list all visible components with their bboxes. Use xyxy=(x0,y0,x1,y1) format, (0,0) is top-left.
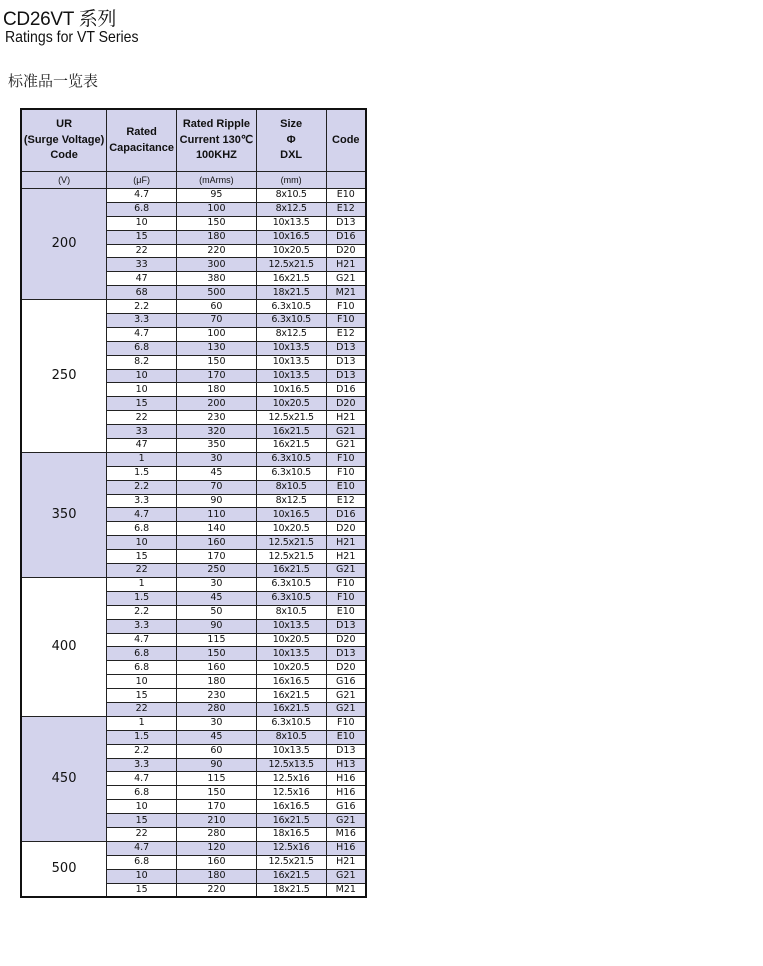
ripple-current-cell: 60 xyxy=(177,744,257,758)
size-cell: 10x16.5 xyxy=(256,508,326,522)
code-cell: G21 xyxy=(326,689,366,703)
code-cell: E10 xyxy=(326,730,366,744)
table-row xyxy=(21,300,366,314)
column-header-line: UR xyxy=(56,118,73,131)
size-cell: 12.5x21.5 xyxy=(256,411,326,425)
column-header-capacitance xyxy=(107,109,177,172)
capacitance-cell: 1.5 xyxy=(107,730,177,744)
ripple-current-cell: 180 xyxy=(177,675,257,689)
capacitance-cell: 22 xyxy=(107,564,177,578)
code-cell: D20 xyxy=(326,522,366,536)
voltage-group-cell: 400 xyxy=(21,577,107,716)
size-cell: 10x20.5 xyxy=(256,633,326,647)
capacitance-cell: 22 xyxy=(107,702,177,716)
capacitance-cell: 3.3 xyxy=(107,619,177,633)
ripple-current-cell: 380 xyxy=(177,272,257,286)
column-header-line: Rated Ripple xyxy=(182,118,251,131)
ripple-current-cell: 210 xyxy=(177,814,257,828)
capacitance-cell: 15 xyxy=(107,689,177,703)
ripple-current-cell: 180 xyxy=(177,869,257,883)
size-cell: 12.5x21.5 xyxy=(256,855,326,869)
column-header-voltage xyxy=(21,109,107,172)
code-cell: E12 xyxy=(326,202,366,216)
size-cell: 16x21.5 xyxy=(256,869,326,883)
size-cell: 6.3x10.5 xyxy=(256,591,326,605)
code-cell: G16 xyxy=(326,800,366,814)
code-cell: E12 xyxy=(326,494,366,508)
column-header-line: 100KHZ xyxy=(195,149,237,162)
size-cell: 12.5x16 xyxy=(256,786,326,800)
size-cell: 6.3x10.5 xyxy=(256,716,326,730)
code-cell: D20 xyxy=(326,244,366,258)
code-cell: G21 xyxy=(326,425,366,439)
voltage-group-cell: 500 xyxy=(21,841,107,897)
capacitance-cell: 15 xyxy=(107,550,177,564)
ripple-current-cell: 280 xyxy=(177,702,257,716)
code-cell: H21 xyxy=(326,536,366,550)
section-title: 标准品一览表 xyxy=(8,72,99,90)
size-cell: 6.3x10.5 xyxy=(256,466,326,480)
table-body xyxy=(21,189,366,898)
column-header-line: Rated xyxy=(126,126,157,138)
ripple-current-cell: 180 xyxy=(177,383,257,397)
ripple-current-cell: 95 xyxy=(177,189,257,203)
capacitance-cell: 8.2 xyxy=(107,355,177,369)
code-cell: D13 xyxy=(326,369,366,383)
capacitance-cell: 10 xyxy=(107,383,177,397)
ripple-current-cell: 130 xyxy=(177,341,257,355)
capacitance-cell: 4.7 xyxy=(107,841,177,855)
size-cell: 16x21.5 xyxy=(256,689,326,703)
capacitance-cell: 2.2 xyxy=(107,744,177,758)
ripple-current-cell: 30 xyxy=(177,716,257,730)
size-cell: 6.3x10.5 xyxy=(256,452,326,466)
ripple-current-cell: 170 xyxy=(177,369,257,383)
ripple-current-cell: 500 xyxy=(177,286,257,300)
ripple-current-cell: 160 xyxy=(177,536,257,550)
units-row xyxy=(21,172,366,189)
size-cell: 18x21.5 xyxy=(256,286,326,300)
code-cell: D13 xyxy=(326,744,366,758)
size-cell: 10x13.5 xyxy=(256,341,326,355)
capacitance-cell: 3.3 xyxy=(107,314,177,328)
capacitance-cell: 6.8 xyxy=(107,647,177,661)
code-cell: F10 xyxy=(326,591,366,605)
capacitance-cell: 6.8 xyxy=(107,522,177,536)
size-cell: 10x16.5 xyxy=(256,383,326,397)
size-cell: 18x16.5 xyxy=(256,827,326,841)
code-cell: D13 xyxy=(326,355,366,369)
size-cell: 6.3x10.5 xyxy=(256,300,326,314)
code-cell: F10 xyxy=(326,466,366,480)
ripple-current-cell: 150 xyxy=(177,355,257,369)
ripple-current-cell: 70 xyxy=(177,480,257,494)
capacitance-cell: 6.8 xyxy=(107,855,177,869)
table-row xyxy=(21,577,366,591)
capacitance-cell: 1.5 xyxy=(107,591,177,605)
code-cell: H16 xyxy=(326,772,366,786)
column-header-line: Capacitance xyxy=(109,141,175,154)
code-cell: H13 xyxy=(326,758,366,772)
table-row xyxy=(21,452,366,466)
capacitance-cell: 15 xyxy=(107,883,177,897)
voltage-group-cell: 250 xyxy=(21,300,107,453)
code-cell: D13 xyxy=(326,619,366,633)
capacitance-cell: 2.2 xyxy=(107,480,177,494)
size-cell: 8x10.5 xyxy=(256,730,326,744)
code-cell: D13 xyxy=(326,647,366,661)
ripple-current-cell: 100 xyxy=(177,202,257,216)
column-header-size xyxy=(256,109,326,172)
ripple-current-cell: 300 xyxy=(177,258,257,272)
code-cell: D20 xyxy=(326,633,366,647)
size-cell: 10x13.5 xyxy=(256,744,326,758)
size-cell: 12.5x21.5 xyxy=(256,536,326,550)
capacitance-cell: 33 xyxy=(107,425,177,439)
size-cell: 6.3x10.5 xyxy=(256,577,326,591)
ripple-current-cell: 115 xyxy=(177,633,257,647)
size-cell: 10x13.5 xyxy=(256,216,326,230)
ripple-current-cell: 100 xyxy=(177,327,257,341)
table-header xyxy=(21,109,366,189)
size-cell: 16x21.5 xyxy=(256,425,326,439)
code-cell: D20 xyxy=(326,661,366,675)
column-header-line: Code xyxy=(50,149,78,162)
table-row xyxy=(21,841,366,855)
code-cell: F10 xyxy=(326,314,366,328)
capacitance-cell: 2.2 xyxy=(107,605,177,619)
column-header-line: Current 130℃ xyxy=(179,133,254,146)
capacitance-cell: 68 xyxy=(107,286,177,300)
size-cell: 6.3x10.5 xyxy=(256,314,326,328)
code-cell: G16 xyxy=(326,675,366,689)
size-cell: 8x12.5 xyxy=(256,202,326,216)
size-cell: 16x21.5 xyxy=(256,814,326,828)
ripple-current-cell: 110 xyxy=(177,508,257,522)
capacitance-cell: 4.7 xyxy=(107,189,177,203)
capacitance-cell: 47 xyxy=(107,272,177,286)
ripple-current-cell: 160 xyxy=(177,855,257,869)
document-title: CD26VT 系列 xyxy=(3,9,117,30)
size-cell: 16x16.5 xyxy=(256,800,326,814)
column-header-code xyxy=(326,109,366,172)
ripple-current-cell: 90 xyxy=(177,758,257,772)
code-cell: D13 xyxy=(326,216,366,230)
ripple-current-cell: 30 xyxy=(177,577,257,591)
size-cell: 8x10.5 xyxy=(256,605,326,619)
ripple-current-cell: 45 xyxy=(177,466,257,480)
size-cell: 10x20.5 xyxy=(256,661,326,675)
size-cell: 8x12.5 xyxy=(256,327,326,341)
capacitance-cell: 47 xyxy=(107,439,177,453)
size-cell: 8x10.5 xyxy=(256,189,326,203)
size-cell: 10x13.5 xyxy=(256,619,326,633)
capacitance-cell: 1 xyxy=(107,716,177,730)
ripple-current-cell: 150 xyxy=(177,786,257,800)
unit-cell-voltage: (V) xyxy=(21,172,107,189)
column-header-ripple-current xyxy=(177,109,257,172)
code-cell: G21 xyxy=(326,869,366,883)
capacitance-cell: 1.5 xyxy=(107,466,177,480)
capacitance-cell: 33 xyxy=(107,258,177,272)
size-cell: 16x16.5 xyxy=(256,675,326,689)
capacitance-cell: 10 xyxy=(107,216,177,230)
ripple-current-cell: 150 xyxy=(177,647,257,661)
capacitance-cell: 6.8 xyxy=(107,786,177,800)
ripple-current-cell: 320 xyxy=(177,425,257,439)
code-cell: M21 xyxy=(326,286,366,300)
code-cell: H21 xyxy=(326,550,366,564)
ripple-current-cell: 115 xyxy=(177,772,257,786)
code-cell: G21 xyxy=(326,272,366,286)
voltage-group-cell: 350 xyxy=(21,452,107,577)
capacitance-cell: 3.3 xyxy=(107,494,177,508)
code-cell: H21 xyxy=(326,855,366,869)
capacitance-cell: 2.2 xyxy=(107,300,177,314)
size-cell: 16x21.5 xyxy=(256,272,326,286)
capacitance-cell: 6.8 xyxy=(107,202,177,216)
code-cell: D20 xyxy=(326,397,366,411)
ripple-current-cell: 60 xyxy=(177,300,257,314)
code-cell: F10 xyxy=(326,716,366,730)
ripple-current-cell: 90 xyxy=(177,619,257,633)
capacitance-cell: 6.8 xyxy=(107,341,177,355)
code-cell: D13 xyxy=(326,341,366,355)
size-cell: 12.5x16 xyxy=(256,841,326,855)
code-cell: E12 xyxy=(326,327,366,341)
code-cell: D16 xyxy=(326,508,366,522)
size-cell: 12.5x16 xyxy=(256,772,326,786)
ripple-current-cell: 150 xyxy=(177,216,257,230)
ripple-current-cell: 140 xyxy=(177,522,257,536)
size-cell: 18x21.5 xyxy=(256,883,326,897)
capacitance-cell: 4.7 xyxy=(107,772,177,786)
ripple-current-cell: 250 xyxy=(177,564,257,578)
column-header-line: (Surge Voltage) xyxy=(23,133,105,146)
size-cell: 8x10.5 xyxy=(256,480,326,494)
size-cell: 16x21.5 xyxy=(256,564,326,578)
capacitance-cell: 4.7 xyxy=(107,508,177,522)
table-row xyxy=(21,189,366,203)
ripple-current-cell: 160 xyxy=(177,661,257,675)
capacitance-cell: 15 xyxy=(107,814,177,828)
unit-cell-capacitance: (μF) xyxy=(107,172,177,189)
code-cell: E10 xyxy=(326,189,366,203)
ripple-current-cell: 170 xyxy=(177,550,257,564)
size-cell: 10x16.5 xyxy=(256,230,326,244)
column-header-line: Φ xyxy=(286,133,296,146)
capacitance-cell: 22 xyxy=(107,827,177,841)
ripple-current-cell: 200 xyxy=(177,397,257,411)
size-cell: 8x12.5 xyxy=(256,494,326,508)
code-cell: F10 xyxy=(326,452,366,466)
ripple-current-cell: 170 xyxy=(177,800,257,814)
code-cell: E10 xyxy=(326,480,366,494)
code-cell: D16 xyxy=(326,230,366,244)
capacitance-cell: 4.7 xyxy=(107,327,177,341)
ripple-current-cell: 280 xyxy=(177,827,257,841)
size-cell: 10x20.5 xyxy=(256,397,326,411)
size-cell: 10x13.5 xyxy=(256,355,326,369)
code-cell: G21 xyxy=(326,814,366,828)
capacitance-cell: 10 xyxy=(107,536,177,550)
document-subtitle: Ratings for VT Series xyxy=(5,29,139,46)
ratings-table xyxy=(20,108,367,898)
capacitance-cell: 3.3 xyxy=(107,758,177,772)
capacitance-cell: 22 xyxy=(107,244,177,258)
code-cell: H16 xyxy=(326,841,366,855)
code-cell: G21 xyxy=(326,564,366,578)
capacitance-cell: 10 xyxy=(107,800,177,814)
code-cell: E10 xyxy=(326,605,366,619)
ripple-current-cell: 350 xyxy=(177,439,257,453)
voltage-group-cell: 450 xyxy=(21,716,107,841)
ripple-current-cell: 45 xyxy=(177,591,257,605)
code-cell: M16 xyxy=(326,827,366,841)
capacitance-cell: 22 xyxy=(107,411,177,425)
ripple-current-cell: 90 xyxy=(177,494,257,508)
size-cell: 10x20.5 xyxy=(256,522,326,536)
unit-cell-code xyxy=(326,172,366,189)
header-row xyxy=(21,109,366,172)
code-cell: M21 xyxy=(326,883,366,897)
ripple-current-cell: 120 xyxy=(177,841,257,855)
capacitance-cell: 10 xyxy=(107,369,177,383)
size-cell: 12.5x21.5 xyxy=(256,258,326,272)
capacitance-cell: 1 xyxy=(107,577,177,591)
capacitance-cell: 4.7 xyxy=(107,633,177,647)
voltage-group-cell: 200 xyxy=(21,189,107,300)
table-row xyxy=(21,716,366,730)
capacitance-cell: 1 xyxy=(107,452,177,466)
ripple-current-cell: 45 xyxy=(177,730,257,744)
ripple-current-cell: 220 xyxy=(177,244,257,258)
ripple-current-cell: 70 xyxy=(177,314,257,328)
ripple-current-cell: 30 xyxy=(177,452,257,466)
size-cell: 10x20.5 xyxy=(256,244,326,258)
code-cell: G21 xyxy=(326,439,366,453)
ripple-current-cell: 220 xyxy=(177,883,257,897)
column-header-line: Size xyxy=(280,118,303,131)
column-header-line: DXL xyxy=(280,149,303,162)
size-cell: 16x21.5 xyxy=(256,702,326,716)
code-cell: H21 xyxy=(326,411,366,425)
ripple-current-cell: 230 xyxy=(177,689,257,703)
capacitance-cell: 15 xyxy=(107,230,177,244)
capacitance-cell: 15 xyxy=(107,397,177,411)
unit-cell-size: (mm) xyxy=(256,172,326,189)
size-cell: 12.5x21.5 xyxy=(256,550,326,564)
code-cell: G21 xyxy=(326,702,366,716)
ripple-current-cell: 50 xyxy=(177,605,257,619)
code-cell: F10 xyxy=(326,577,366,591)
size-cell: 16x21.5 xyxy=(256,439,326,453)
size-cell: 10x13.5 xyxy=(256,369,326,383)
unit-cell-ripple-current: (mArms) xyxy=(177,172,257,189)
capacitance-cell: 6.8 xyxy=(107,661,177,675)
code-cell: F10 xyxy=(326,300,366,314)
size-cell: 10x13.5 xyxy=(256,647,326,661)
ripple-current-cell: 230 xyxy=(177,411,257,425)
capacitance-cell: 10 xyxy=(107,675,177,689)
column-header-line: Code xyxy=(332,133,360,146)
capacitance-cell: 10 xyxy=(107,869,177,883)
code-cell: H16 xyxy=(326,786,366,800)
code-cell: H21 xyxy=(326,258,366,272)
size-cell: 12.5x13.5 xyxy=(256,758,326,772)
code-cell: D16 xyxy=(326,383,366,397)
ripple-current-cell: 180 xyxy=(177,230,257,244)
